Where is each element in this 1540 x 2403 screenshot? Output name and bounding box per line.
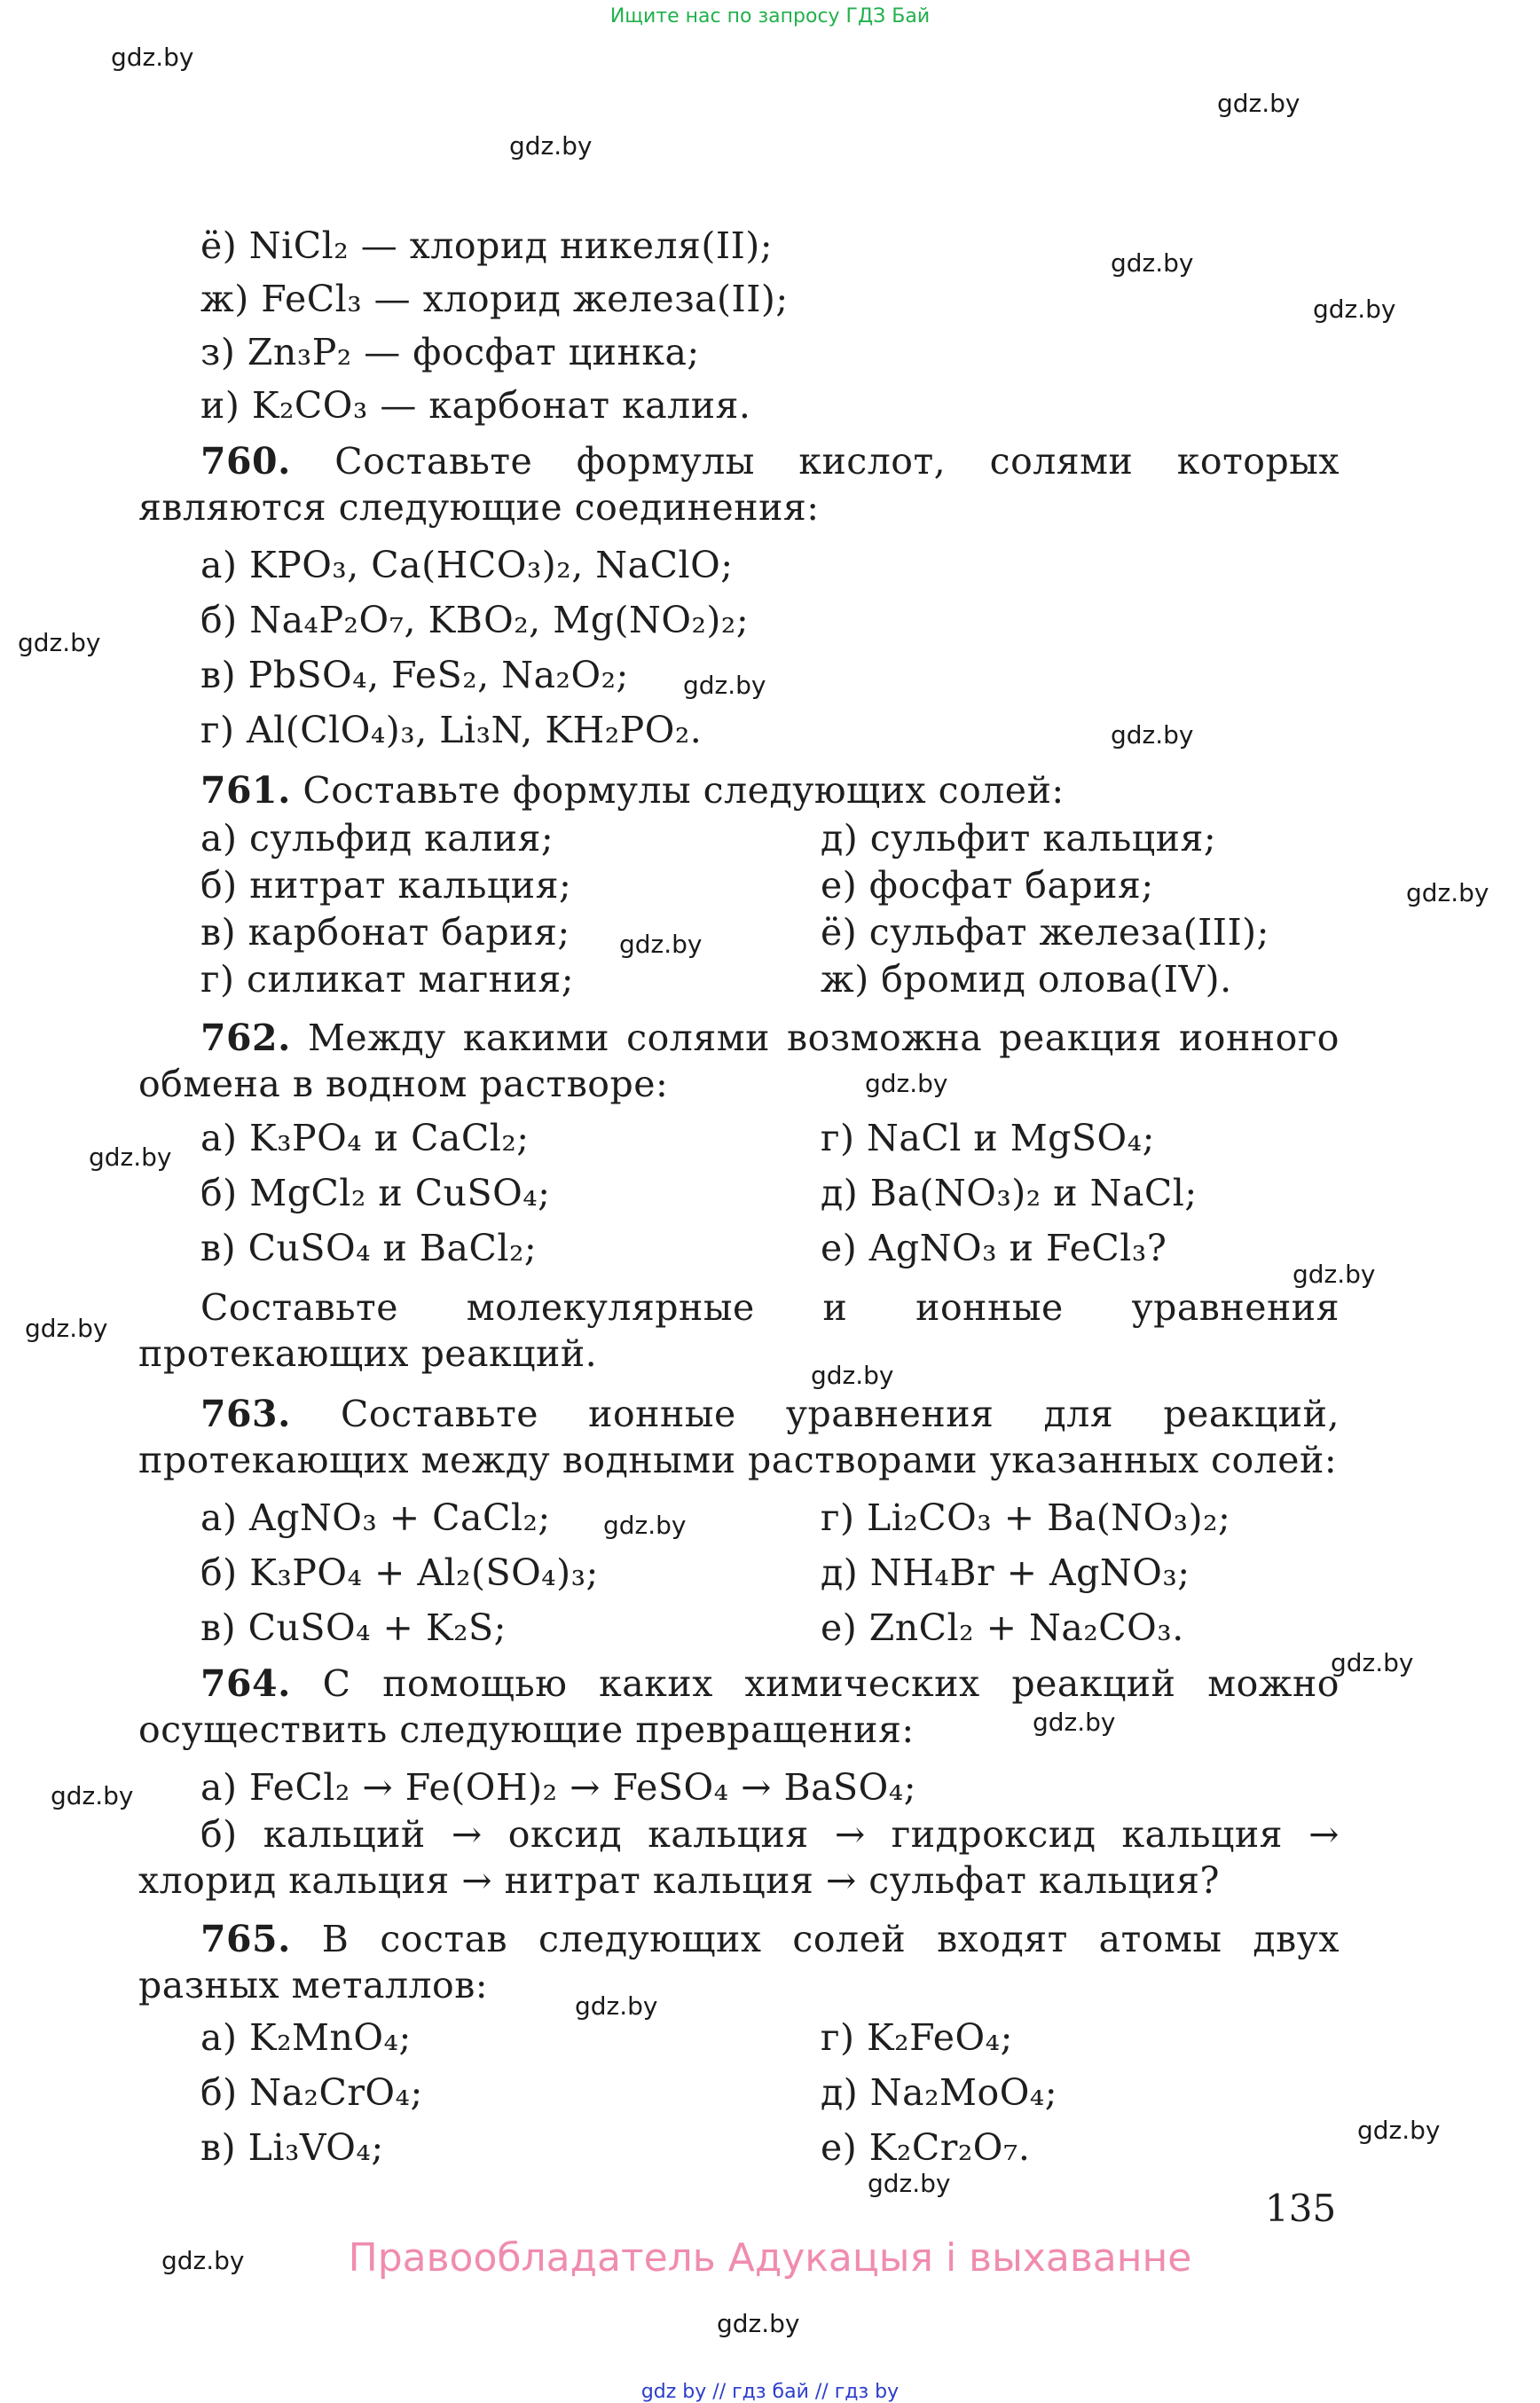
exercise-text: В состав следующих солей входят атомы двух разных металлов: <box>138 1918 1340 2006</box>
list-item: д) NH₄Br + AgNO₃; <box>821 1551 1190 1594</box>
watermark: gdz.by <box>509 131 593 161</box>
list-item: в) Li₃VO₄; <box>200 2126 384 2169</box>
search-hint: Ищите нас по запросу ГДЗ Бай <box>609 5 931 27</box>
page-number: 135 <box>1265 2187 1337 2230</box>
list-item: в) CuSO₄ и BaCl₂; <box>200 1227 538 1269</box>
exercise-764 <box>138 1661 1340 1753</box>
watermark: gdz.by <box>89 1143 172 1172</box>
list-item: ё) NiCl₂ — хлорид никеля(II); <box>200 224 774 267</box>
list-item: а) K₃PO₄ и CaCl₂; <box>200 1117 530 1159</box>
bottom-links[interactable]: gdz by // гдз бай // гдз by <box>640 2381 900 2403</box>
list-item: и) K₂CO₃ — карбонат калия. <box>200 384 751 427</box>
exercise-760 <box>138 438 1340 530</box>
list-item: а) K₂MnO₄; <box>200 2016 412 2059</box>
watermark: gdz.by <box>1111 720 1194 750</box>
exercise-text: Между какими солями возможна реакция ионного обмена в водном растворе: <box>138 1017 1340 1105</box>
list-item: г) Li₂CO₃ + Ba(NO₃)₂; <box>821 1496 1231 1539</box>
watermark: gdz.by <box>51 1781 134 1810</box>
watermark: gdz.by <box>683 671 766 700</box>
watermark: gdz.by <box>1217 89 1300 118</box>
exercise-762-note: Составьте молекулярные и ионные уравнения протекающих реакций. <box>138 1286 1340 1375</box>
list-item: а) FeCl₂ → Fe(OH)₂ → FeSO₄ → BaSO₄; <box>200 1766 917 1809</box>
list-item: а) AgNO₃ + CaCl₂; <box>200 1496 551 1539</box>
list-item: б) K₃PO₄ + Al₂(SO₄)₃; <box>200 1551 599 1594</box>
watermark: gdz.by <box>25 1314 108 1343</box>
list-item: ж) бромид олова(IV). <box>821 958 1232 1001</box>
list-item: б) нитрат кальция; <box>200 864 572 907</box>
list-item: б) кальций → оксид кальция → гидроксид кальция → хлорид кальция → нитрат кальция → сульфат кальция? <box>138 1813 1340 1902</box>
list-item: ё) сульфат железа(III); <box>821 911 1269 954</box>
list-item: з) Zn₃P₂ — фосфат цинка; <box>200 331 700 373</box>
list-item: в) CuSO₄ + K₂S; <box>200 1606 507 1649</box>
exercise-text: Составьте ионные уравнения для реакций, протекающих между водными растворами указанных солей: <box>138 1393 1340 1481</box>
list-item: д) сульфит кальция; <box>821 817 1217 860</box>
list-item: г) NaCl и MgSO₄; <box>821 1117 1155 1159</box>
watermark: gdz.by <box>868 2169 951 2198</box>
list-item: ж) FeCl₃ — хлорид железа(II); <box>200 278 789 320</box>
list-item: д) Ba(NO₃)₂ и NaCl; <box>821 1172 1198 1214</box>
watermark: gdz.by <box>619 930 703 959</box>
exercise-number: 762. <box>200 1017 291 1059</box>
exercise-number: 765. <box>200 1918 291 1960</box>
list-item: г) K₂FeO₄; <box>821 2016 1013 2059</box>
list-item: в) PbSO₄, FeS₂, Na₂O₂; <box>200 654 629 696</box>
list-item: е) ZnCl₂ + Na₂CO₃. <box>821 1606 1184 1649</box>
list-item: б) Na₂CrO₄; <box>200 2071 423 2114</box>
watermark: gdz.by <box>865 1069 948 1098</box>
watermark: gdz.by <box>1357 2116 1441 2145</box>
watermark: gdz.by <box>717 2309 800 2338</box>
exercise-text: Составьте формулы кислот, солями которых являются следующие соединения: <box>138 440 1340 529</box>
exercise-number: 760. <box>200 440 291 483</box>
watermark: gdz.by <box>603 1511 687 1540</box>
list-item: б) MgCl₂ и CuSO₄; <box>200 1172 551 1214</box>
list-item: г) Al(ClO₄)₃, Li₃N, KH₂PO₂. <box>200 709 703 751</box>
watermark: gdz.by <box>1406 878 1489 907</box>
watermark: gdz.by <box>18 628 101 657</box>
list-item: е) K₂Cr₂O₇. <box>821 2126 1031 2169</box>
exercise-762 <box>138 1015 1340 1107</box>
list-item: б) Na₄P₂O₇, KBO₂, Mg(NO₂)₂; <box>200 599 750 641</box>
watermark: gdz.by <box>811 1361 894 1390</box>
list-item: е) фосфат бария; <box>821 864 1154 907</box>
exercise-text: С помощью каких химических реакций можно осуществить следующие превращения: <box>138 1662 1340 1751</box>
copyright-footer: Правообладатель Адукацыя і выхаванне <box>348 2235 1192 2281</box>
exercise-765 <box>138 1916 1340 2008</box>
list-item: а) KPO₃, Ca(HCO₃)₂, NaClO; <box>200 544 734 586</box>
list-item: д) Na₂MoO₄; <box>821 2071 1058 2114</box>
exercise-number: 763. <box>200 1393 291 1435</box>
exercise-763 <box>138 1391 1340 1483</box>
watermark: gdz.by <box>575 1991 658 2021</box>
watermark: gdz.by <box>1331 1648 1414 1677</box>
watermark: gdz.by <box>1292 1260 1376 1289</box>
exercise-number: 764. <box>200 1662 291 1705</box>
watermark: gdz.by <box>1033 1708 1116 1737</box>
list-item: в) карбонат бария; <box>200 911 570 954</box>
exercise-text: Составьте формулы следующих солей: <box>302 769 1065 812</box>
list-item: а) сульфид калия; <box>200 817 554 860</box>
watermark: gdz.by <box>161 2246 245 2275</box>
exercise-number: 761. <box>200 769 291 812</box>
watermark: gdz.by <box>1111 248 1194 278</box>
list-item: е) AgNO₃ и FeCl₃? <box>821 1227 1167 1269</box>
exercise-761 <box>200 768 1065 813</box>
watermark: gdz.by <box>111 43 194 72</box>
watermark: gdz.by <box>1313 294 1396 324</box>
list-item: г) силикат магния; <box>200 958 575 1001</box>
